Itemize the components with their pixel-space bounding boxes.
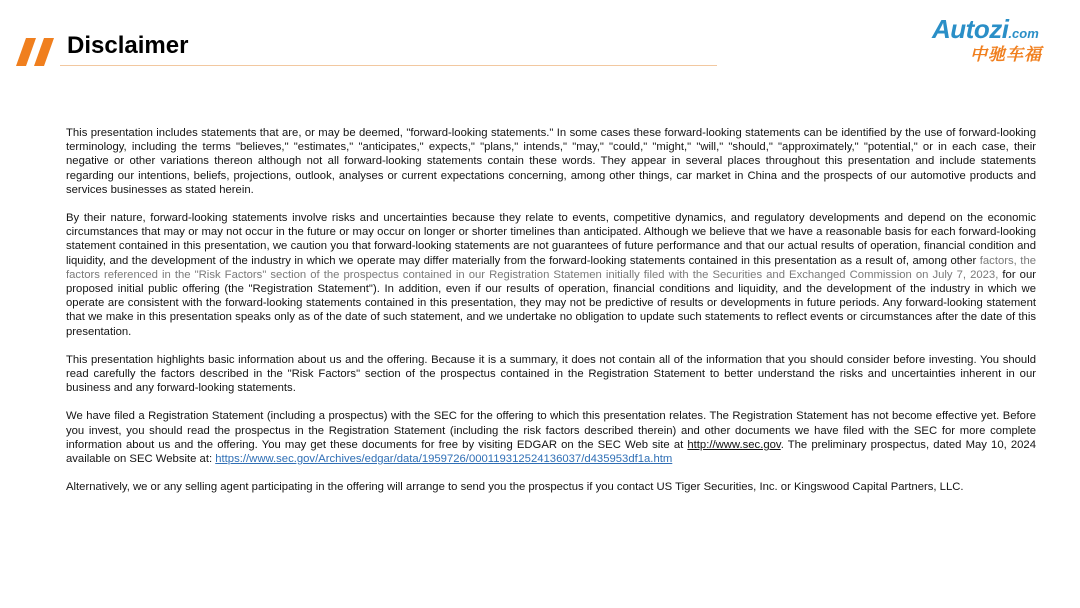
paragraph-registration [66,409,1036,466]
paragraph-registration-text-1: We have filed a Registration Statement (including a prospectus) with the SEC for the offering to which this presentation relates. The Registration Statement has not become effective yet. Before you invest, you should read the prospectus in the Registration Statement (including the risk factors described therein) and other documents we have filed with the SEC for more complete information about us and the offering. You may get these documents for free by visiting EDGAR on the SEC Web site at [66,410,1036,451]
paragraph-summary: This presentation highlights basic information about us and the offering. Because it is a summary, it does not contain all of the information that you should consider before investing. You should read carefully the factors described in the "Risk Factors" section of the prospectus contained in the Registration Statement to better understand the risks and uncertainties inherent in our business and any forward-looking statements. [66,353,1036,395]
paragraph-forward-looking: This presentation includes statements that are, or may be deemed, "forward-looking statements." In some cases these forward-looking statements can be identified by the use of forward-looking terminology, including the terms "believes," "estimates," "anticipates," expects," "plans," intends," "may," "could," "might," "will," "should," "approximately," "potential," or in each case, their negative or other variations thereon although not all forward-looking statements contain these words. They appear in several places throughout this presentation and include statements regarding our intentions, beliefs, projections, outlook, analyses or current expectations concerning, among other things, car market in China and the prospects of our automotive products and services businesses as stated herein. [66,127,1036,196]
paragraph-risks-muted-text: factors, the factors referenced in the "Risk Factors" section of the prospectus contained in our Registration Statemen initially filed with the Securities and Exchanged Commission on July 7, 2023, [66,254,1037,281]
paragraph-risks-text-1: By their nature, forward-looking statements involve risks and uncertainties because they relate to events, competitive dynamics, and regulatory developments and depend on the economic circumstances that may or may not occur in the future or may occur on longer or shorter timelines than anticipated. Although we believe that we have a reasonable basis for each forward-looking statement contained in this presentation, we caution you that forward-looking statements are not guarantees of future performance and that our actual results of operation, financial condition and liquidity, and the development of the industry in which we operate may differ materially from the forward-looking statements contained in this presentation as a result of, among other [66,212,1036,267]
paragraph-registration-text-2: . The preliminary prospectus, dated May 10, 2024 available on SEC Website at: [66,438,1036,466]
disclaimer-body [66,126,1036,508]
slash-accent-icon [16,38,60,66]
paragraph-risks [66,211,1036,339]
paragraph-risks-text-2: for our proposed initial public offering (the "Registration Statement"). In addition, even if our results of operation, financial conditions and liquidity, and the development of the industry in which we operate are consistent with the forward-looking statements contained in this presentation, they may not be predictive of results or developments in future periods. Any forward-looking statement that we make in this presentation speaks only as of the date of such statement, and we undertake no obligation to update such statements to reflect events or circumstances after the date of this presentation. [66,268,1036,338]
sec-website-link[interactable]: http://www.sec.gov [687,438,781,451]
page-title: Disclaimer [67,32,189,59]
logo-chinese-name: 中驰车福 [970,45,1042,65]
company-logo [932,14,1060,70]
logo-suffix: .com [1008,26,1039,41]
prospectus-link[interactable]: https://www.sec.gov/Archives/edgar/data/1959726/000119312524136037/d435953df1a.htm [215,453,673,466]
title-divider [60,65,717,66]
paragraph-alternative: Alternatively, we or any selling agent participating in the offering will arrange to send you the prospectus if you contact US Tiger Securities, Inc. or Kingswood Capital Partners, LLC. [66,481,964,494]
logo-name: Autozi [932,14,1009,44]
